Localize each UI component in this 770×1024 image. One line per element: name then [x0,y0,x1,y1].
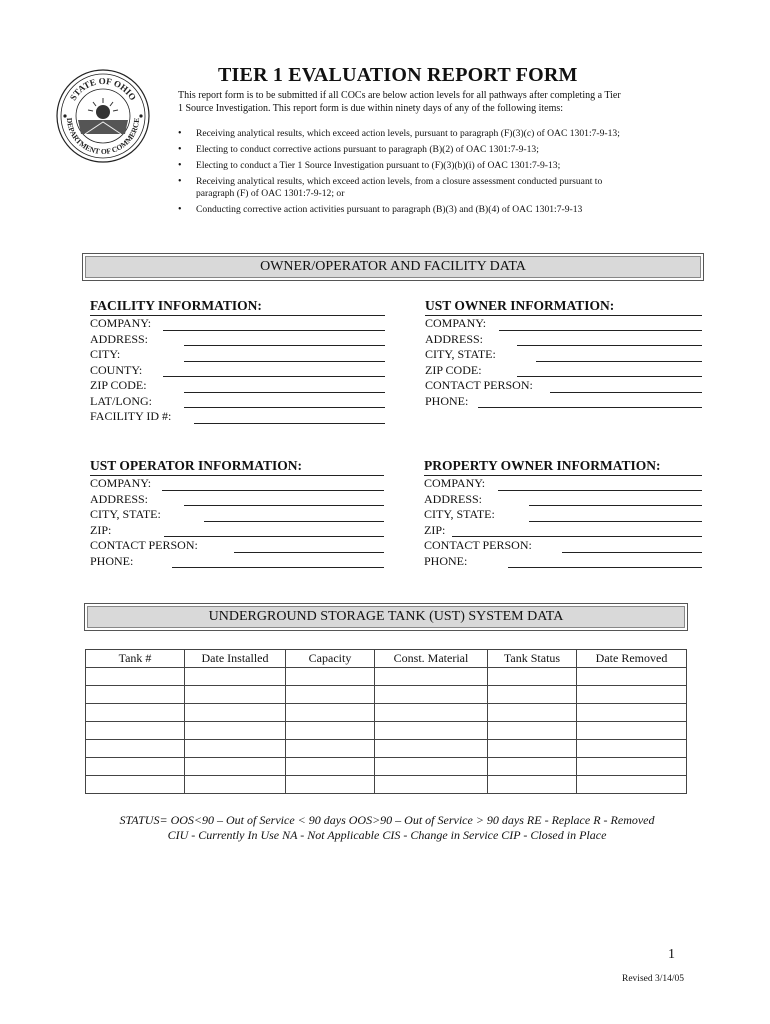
table-cell[interactable] [375,758,488,776]
table-cell[interactable] [185,668,286,686]
table-cell[interactable] [185,776,286,794]
ohio-seal-logo [55,68,151,164]
table-cell[interactable] [185,722,286,740]
table-cell[interactable] [286,704,375,722]
table-cell[interactable] [86,758,185,776]
table-cell[interactable] [286,740,375,758]
table-cell[interactable] [375,704,488,722]
property-owner-heading: PROPERTY OWNER INFORMATION: [424,458,702,476]
ust-owner-block [425,298,702,409]
ust-system-table [85,649,687,794]
table-cell[interactable] [577,668,687,686]
facility-id-field[interactable]: FACILITY ID #: [90,409,385,425]
facility-heading: FACILITY INFORMATION: [90,298,385,316]
table-row [86,776,687,794]
col-header-status: Tank Status [488,650,577,668]
facility-city-field[interactable]: CITY: [90,347,385,363]
ust-owner-heading: UST OWNER INFORMATION: [425,298,702,316]
ust-table-body [86,668,687,794]
table-cell[interactable] [86,686,185,704]
owner-section-banner: OWNER/OPERATOR AND FACILITY DATA [82,253,704,281]
facility-zip-field[interactable]: ZIP CODE: [90,378,385,394]
status-legend-line-2: CIU - Currently In Use NA - Not Applicable CIS - Change in Service CIP - Closed in Place [167,828,607,842]
table-header-row [86,650,687,668]
table-cell[interactable] [86,722,185,740]
table-cell[interactable] [488,758,577,776]
table-cell[interactable] [488,668,577,686]
owner-city-state-field[interactable]: CITY, STATE: [425,347,702,363]
table-cell[interactable] [488,704,577,722]
table-row [86,668,687,686]
table-cell[interactable] [488,740,577,758]
ust-section-banner: UNDERGROUND STORAGE TANK (UST) SYSTEM DATA [84,603,688,631]
table-cell[interactable] [488,776,577,794]
table-cell[interactable] [577,776,687,794]
table-cell[interactable] [286,758,375,776]
status-legend-line-1: STATUS= OOS<90 – Out of Service < 90 days OOS>90 – Out of Service > 90 days RE - Replace R - Removed [119,813,655,827]
table-cell[interactable] [185,686,286,704]
owner-zip-field[interactable]: ZIP CODE: [425,363,702,379]
table-cell[interactable] [488,722,577,740]
operator-contact-field[interactable]: CONTACT PERSON: [90,538,384,554]
table-cell[interactable] [577,722,687,740]
owner-company-field[interactable]: COMPANY: [425,316,702,332]
col-header-date-installed: Date Installed [185,650,286,668]
table-cell[interactable] [577,686,687,704]
table-row [86,758,687,776]
table-cell[interactable] [286,722,375,740]
operator-address-field[interactable]: ADDRESS: [90,492,384,508]
table-cell[interactable] [577,758,687,776]
col-header-tank: Tank # [86,650,185,668]
owner-contact-field[interactable]: CONTACT PERSON: [425,378,702,394]
operator-zip-field[interactable]: ZIP: [90,523,384,539]
operator-city-state-field[interactable]: CITY, STATE: [90,507,384,523]
table-cell[interactable] [86,668,185,686]
table-cell[interactable] [185,704,286,722]
svg-text:DEPARTMENT OF COMMERCE: DEPARTMENT OF COMMERCE [64,117,142,157]
status-legend [85,813,689,843]
operator-company-field[interactable]: COMPANY: [90,476,384,492]
table-cell[interactable] [86,740,185,758]
facility-info-block [90,298,385,425]
col-header-capacity: Capacity [286,650,375,668]
table-row [86,740,687,758]
table-row [86,686,687,704]
col-header-date-removed: Date Removed [577,650,687,668]
facility-company-field[interactable]: COMPANY: [90,316,385,332]
ust-operator-block [90,458,384,569]
table-cell[interactable] [286,668,375,686]
property-city-state-field[interactable]: CITY, STATE: [424,507,702,523]
list-item: • Receiving analytical results, which exceed action levels, pursuant to paragraph (F)(3)(c) of OAC 1301:7-9-13; [178,128,638,140]
list-item: • Receiving analytical results, which exceed action levels, from a closure assessment conducted pursuant to paragraph (F) of OAC 1301:7-9-12; or [178,176,638,200]
table-cell[interactable] [577,740,687,758]
list-item: • Electing to conduct a Tier 1 Source Investigation pursuant to (F)(3)(b)(i) of OAC 1301:7-9-13; [178,160,638,172]
table-cell[interactable] [286,686,375,704]
ust-operator-heading: UST OPERATOR INFORMATION: [90,458,384,476]
table-cell[interactable] [375,668,488,686]
col-header-material: Const. Material [375,650,488,668]
facility-county-field[interactable]: COUNTY: [90,363,385,379]
trigger-list [178,128,638,220]
property-zip-field[interactable]: ZIP: [424,523,702,539]
facility-address-field[interactable]: ADDRESS: [90,332,385,348]
intro-paragraph: This report form is to be submitted if all COCs are below action levels for all pathways after completing a Tier 1 Source Investigation. This report form is due within ninety days of any of the following items: [178,90,621,114]
table-cell[interactable] [375,686,488,704]
table-cell[interactable] [185,758,286,776]
table-cell[interactable] [86,776,185,794]
property-address-field[interactable]: ADDRESS: [424,492,702,508]
table-cell[interactable] [185,740,286,758]
revision-date: Revised 3/14/05 [622,974,685,984]
svg-text:STATE OF OHIO: STATE OF OHIO [67,75,139,103]
table-cell[interactable] [488,686,577,704]
table-cell[interactable] [375,776,488,794]
property-company-field[interactable]: COMPANY: [424,476,702,492]
facility-latlong-field[interactable]: LAT/LONG: [90,394,385,410]
table-row [86,722,687,740]
table-cell[interactable] [577,704,687,722]
owner-address-field[interactable]: ADDRESS: [425,332,702,348]
owner-phone-field[interactable]: PHONE: [425,394,702,410]
table-cell[interactable] [286,776,375,794]
table-cell[interactable] [375,740,488,758]
table-cell[interactable] [86,704,185,722]
page-number: 1 [668,947,675,962]
form-title: TIER 1 EVALUATION REPORT FORM [218,64,578,86]
property-owner-block [424,458,702,569]
list-item: • Conducting corrective action activities pursuant to paragraph (B)(3) and (B)(4) of OAC 1301:7-9-13 [178,204,638,216]
property-phone-field[interactable]: PHONE: [424,554,702,570]
table-row [86,704,687,722]
property-contact-field[interactable]: CONTACT PERSON: [424,538,702,554]
list-item: • Electing to conduct corrective actions pursuant to paragraph (B)(2) of OAC 1301:7-9-13; [178,144,638,156]
table-cell[interactable] [375,722,488,740]
operator-phone-field[interactable]: PHONE: [90,554,384,570]
